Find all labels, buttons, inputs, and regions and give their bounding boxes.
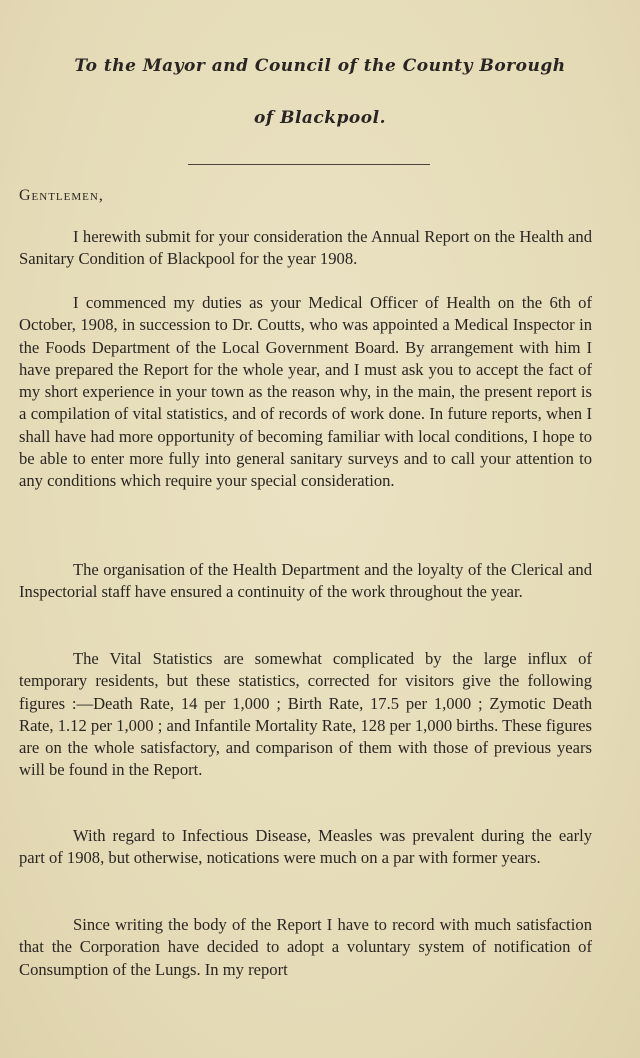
address-heading-line-1: To the Mayor and Council of the County Borough [74,56,566,76]
paragraph-5: With regard to Infectious Disease, Measles was prevalent during the early part of 1908, but otherwise, notications were much on a par with former years. [19,826,592,868]
paragraph-1: I herewith submit for your consideration the Annual Report on the Health and Sanitary Condition of Blackpool for the year 1908. [19,227,592,269]
address-heading-line-2: of Blackpool. [254,108,386,128]
paragraph-2: I commenced my duties as your Medical Officer of Health on the 6th of October, 1908, in succession to Dr. Coutts, who was appointed a Medical Inspector in the Foods Department of the Local Government Board. By arrangement with him I have prepared the Report for the whole year, and I must ask you to accept the fact of my short experience in your town as the reason why, in the main, the present report is a compilation of vital statistics, and of records of work done. In future reports, when I shall have had more opportunity of becoming familiar with local conditions, I hope to be able to enter more fully into general sanitary surveys and to call your attention to any conditions which require your special consideration. [19,293,592,491]
divider-rule [188,164,430,165]
salutation: Gentlemen, [19,187,104,204]
paragraph-4: The Vital Statistics are somewhat complicated by the large influx of temporary residents, but these statistics, corrected for visitors give the following figures :—Death Rate, 14 per 1,000 ; Birth Rate, 17.5 per 1,000 ; Zymotic Death Rate, 1.12 per 1,000 ; and Infantile Mortality Rate, 128 per 1,000 births. These figures are on the whole satisfactory, and comparison of them with those of previous years will be found in the Report. [19,649,592,780]
paragraph-3: The organisation of the Health Department and the loyalty of the Clerical and Inspectorial staff have ensured a continuity of the work throughout the year. [19,560,592,602]
paragraph-6: Since writing the body of the Report I have to record with much satisfaction that the Corporation have decided to adopt a voluntary system of notification of Consumption of the Lungs. In my report [19,915,592,979]
